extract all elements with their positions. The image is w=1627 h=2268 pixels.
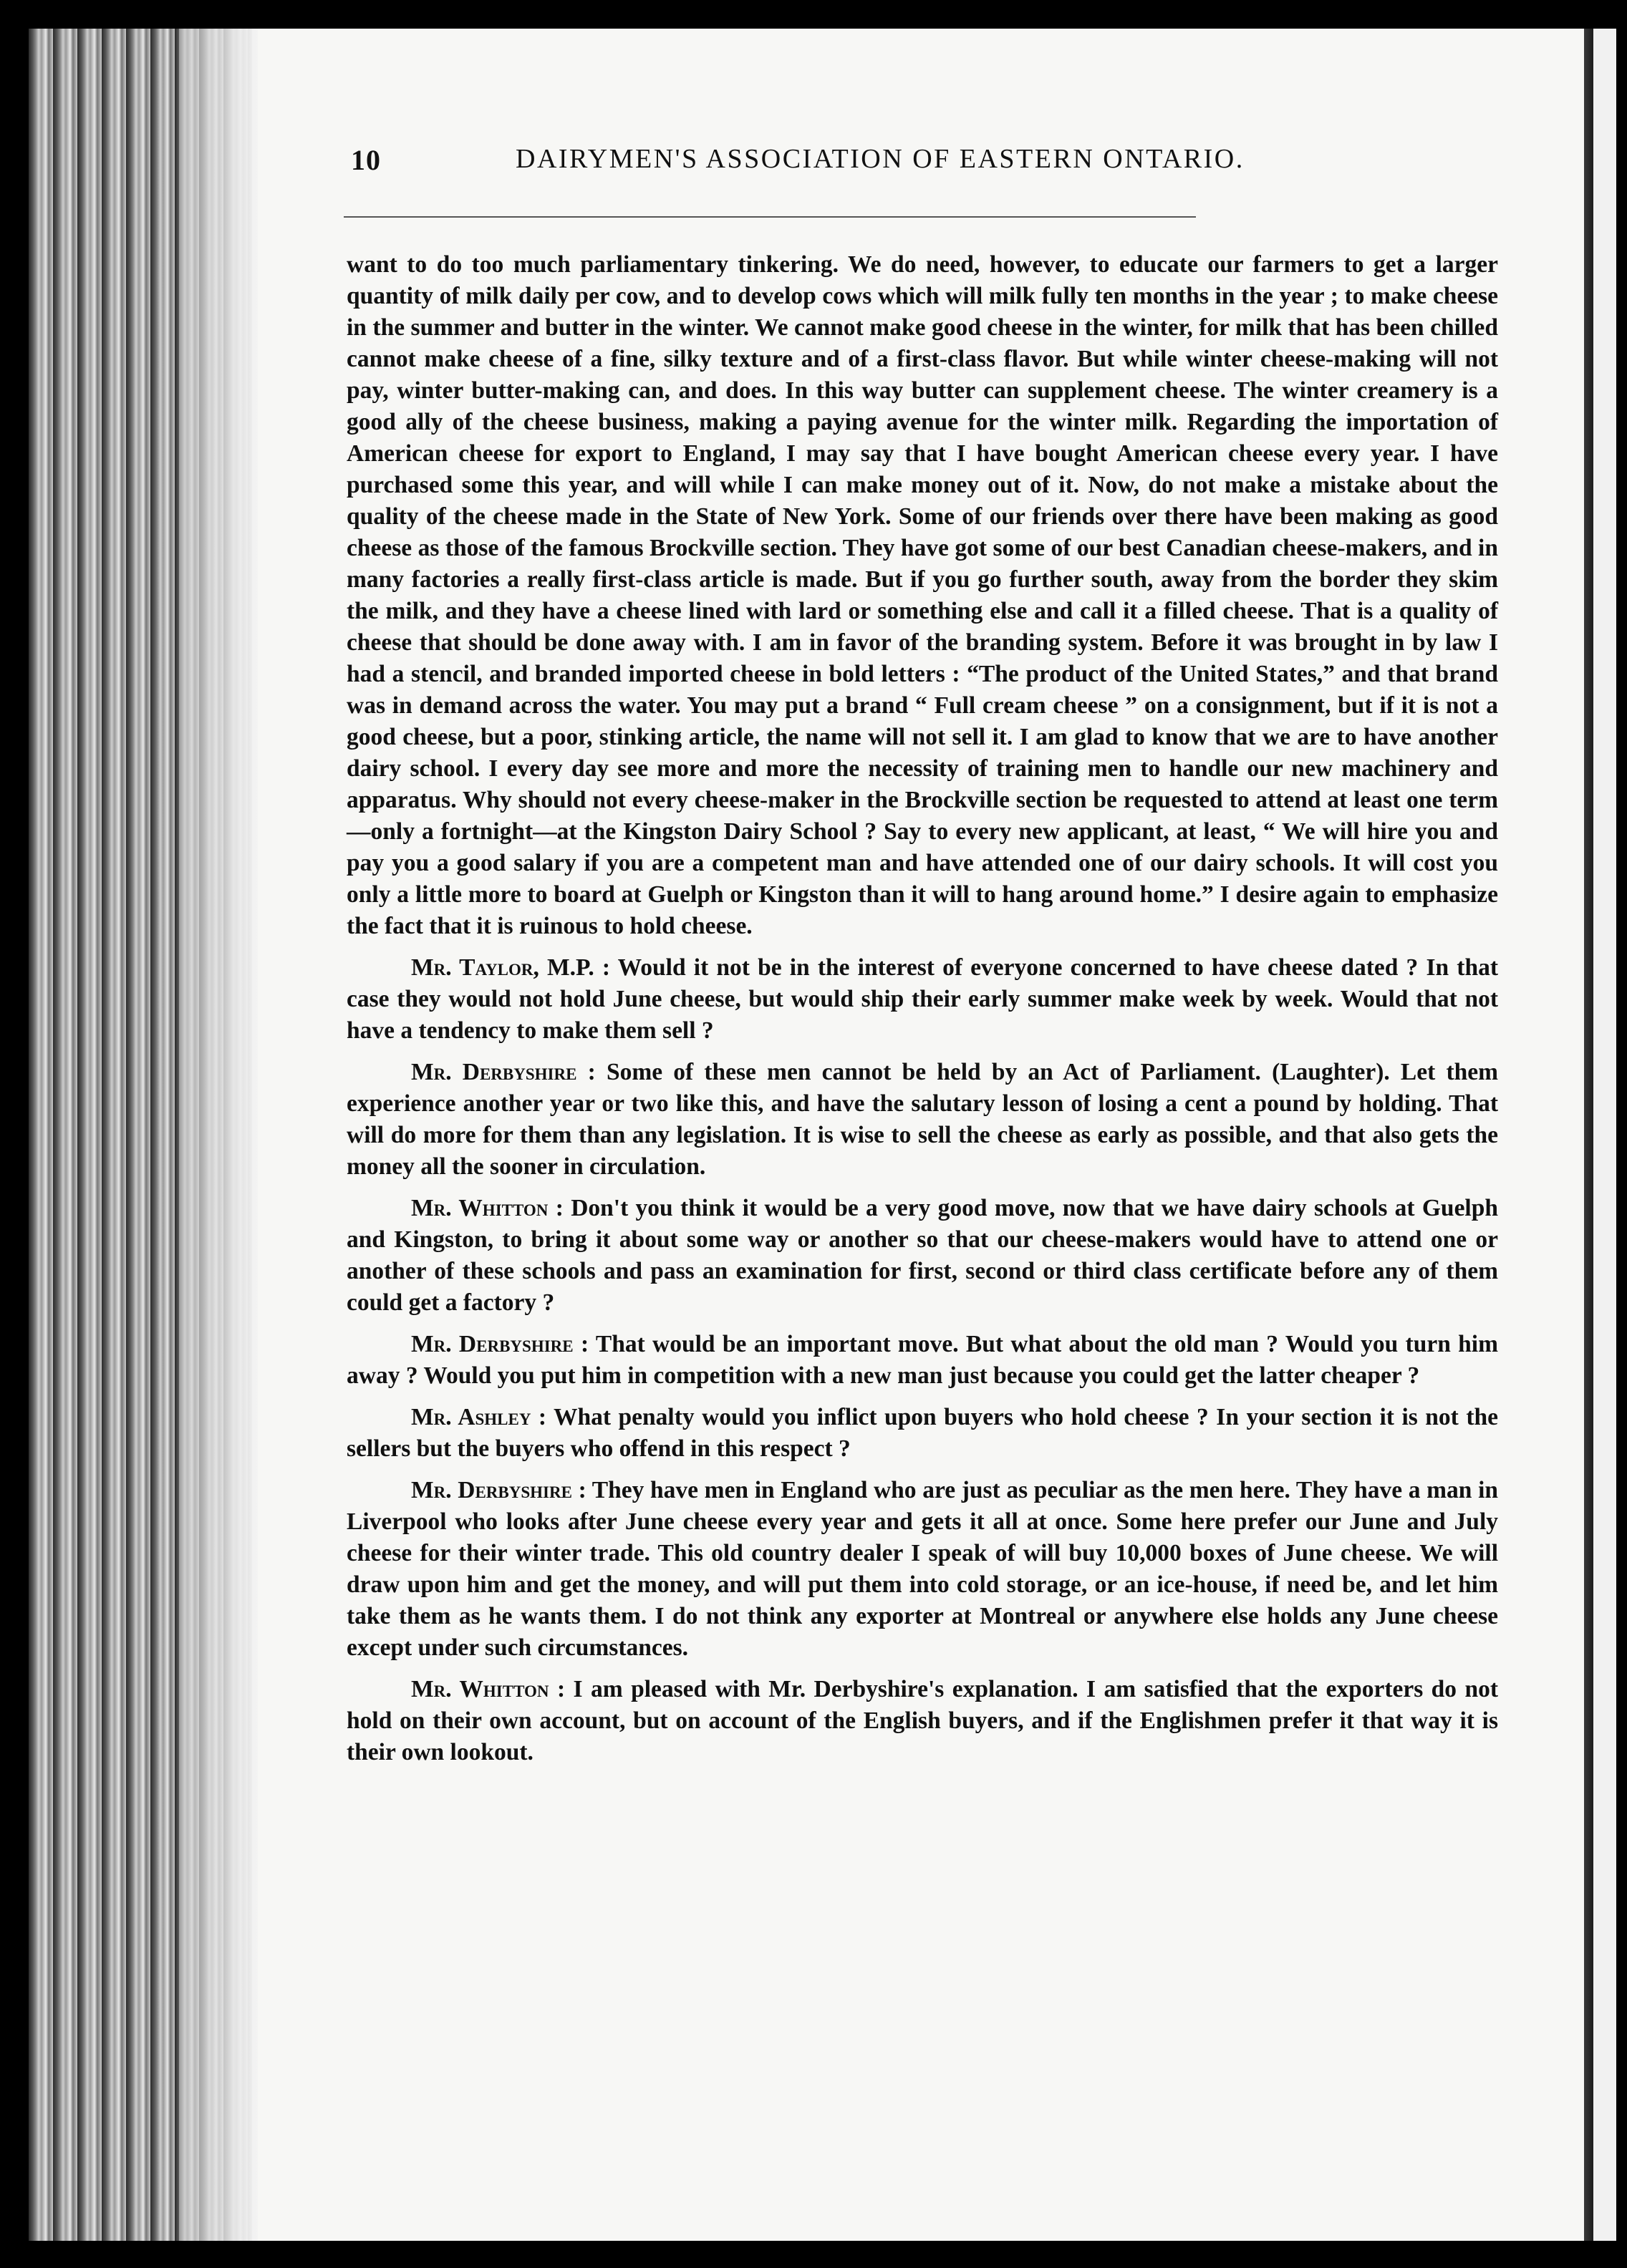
- paragraph: [347, 1057, 1498, 1183]
- paragraph-text: want to do too much parliamentary tinkering. We do need, however, to educate our farmers to get a larger quantity of milk daily per cow, and to develop cows which will milk fully ten months in the year ; to make cheese in the summer and butter in the winter. We cannot make good cheese in the winter, for milk that has been chilled cannot make cheese of a fine, silky texture and of a first-class flavor. But while winter cheese-making will not pay, winter butter-making can, and does. In this way butter can supplement cheese. The winter creamery is a good ally of the cheese business, making a paying avenue for the winter milk. Regarding the importation of American cheese for export to England, I may say that I have bought American cheese every year. I have purchased some this year, and will while I can make money out of it. Now, do not make a mistake about the quality of the cheese made in the State of New York. Some of our friends over there have been making as good cheese as those of the famous Brockville section. They have got some of our best Canadian cheese-makers, and in many factories a really first-class article is made. But if you go further south, away from the border they skim the milk, and they have a cheese lined with lard or something else and call it a filled cheese. That is a quality of cheese that should be done away with. I am in favor of the branding system. Before it was brought in by law I had a stencil, and branded imported cheese in bold letters : “The product of the United States,” and that brand was in demand across the water. You may put a brand “ Full cream cheese ” on a consignment, but if it is not a good cheese, but a poor, stinking article, the name will not sell it. I am glad to know that we are to have another dairy school. I every day see more and more the necessity of training men to handle our new machinery and apparatus. Why should not every cheese-maker in the Brockville section be requested to attend at least one term—only a fortnight—at the Kingston Dairy School ? Say to every new applicant, at least, “ We will hire you and pay you a good salary if you are a competent man and have attended one of our dairy schools. It will cost you only a little more to board at Guelph or Kingston than it will to hang around home.” I desire again to emphasize the fact that it is ruinous to hold cheese.: [347, 251, 1498, 939]
- speaker-name: Mr. Taylor, M.P. :: [411, 954, 611, 981]
- page-number: 10: [351, 144, 381, 176]
- speaker-name: Mr. Derbyshire :: [411, 1059, 596, 1085]
- paragraph-text: They have men in England who are just as peculiar as the men here. They have a man in Liverpool who looks after June cheese every year and gets it all at once. Some here prefer our June and July cheese for their winter trade. This old country dealer I speak of will buy 10,000 boxes of June cheese. We will draw upon him and get the money, and will put them into cold storage, or an ice-house, if need be, and let him take them as he wants them. I do not think any exporter at Montreal or anywhere else holds any June cheese except under such circumstances.: [347, 1477, 1499, 1661]
- speaker-name: Mr. Derbyshire :: [411, 1477, 586, 1503]
- paragraph-text: I am pleased with Mr. Derbyshire's explanation. I am satisfied that the exporters do not hold on their own account, but on account of the English buyers, and if the Englishmen prefer it that way it is their own lookout.: [347, 1676, 1499, 1765]
- page-header: [351, 143, 1368, 189]
- paragraph: [347, 1402, 1498, 1465]
- paragraph: [347, 1329, 1498, 1392]
- paragraph-text: Don't you think it would be a very good move, now that we have dairy schools at Guelph and Kingston, to bring it about some way or another so that our cheese-makers would have to attend one or another of these schools and pass an examination for first, second or third class certificate before any of them could get a factory ?: [347, 1195, 1499, 1316]
- body-text: [347, 249, 1498, 1778]
- paragraph-text: Would it not be in the interest of everyone concerned to have cheese dated ? In that case they would not hold June cheese, but would ship their early summer make week by week. Would that not have a tendency to make them sell ?: [347, 954, 1498, 1044]
- speaker-name: Mr. Derbyshire :: [411, 1331, 589, 1357]
- paragraph: [347, 249, 1498, 942]
- paragraph: [347, 1674, 1498, 1768]
- paragraph-text: What penalty would you inflict upon buyers who hold cheese ? In your section it is not the sellers but the buyers who offend in this respect ?: [347, 1404, 1498, 1462]
- paragraph-text: That would be an important move. But what about the old man ? Would you turn him away ? Would you put him in competition with a new man just because you could get the latter cheaper ?: [347, 1331, 1499, 1389]
- paragraph: [347, 1475, 1498, 1664]
- speaker-name: Mr. Whitton :: [411, 1676, 566, 1702]
- running-title: DAIRYMEN'S ASSOCIATION OF EASTERN ONTARIO.: [516, 144, 1245, 174]
- facing-page-edge: [1593, 29, 1616, 2241]
- paragraph-text: Some of these men cannot be held by an Act of Parliament. (Laughter). Let them experience another year or two like this, and have the salutary lesson of losing a cent a pound by holding. That will do more for them than any legislation. It is wise to sell the cheese as early as possible, and that also gets the money all the sooner in circulation.: [347, 1059, 1499, 1180]
- speaker-name: Mr. Whitton :: [411, 1195, 564, 1221]
- paragraph: [347, 952, 1498, 1047]
- paragraph: [347, 1193, 1498, 1319]
- header-rule: [344, 216, 1196, 218]
- speaker-name: Mr. Ashley :: [411, 1404, 547, 1430]
- gutter-shadow: [179, 29, 258, 2241]
